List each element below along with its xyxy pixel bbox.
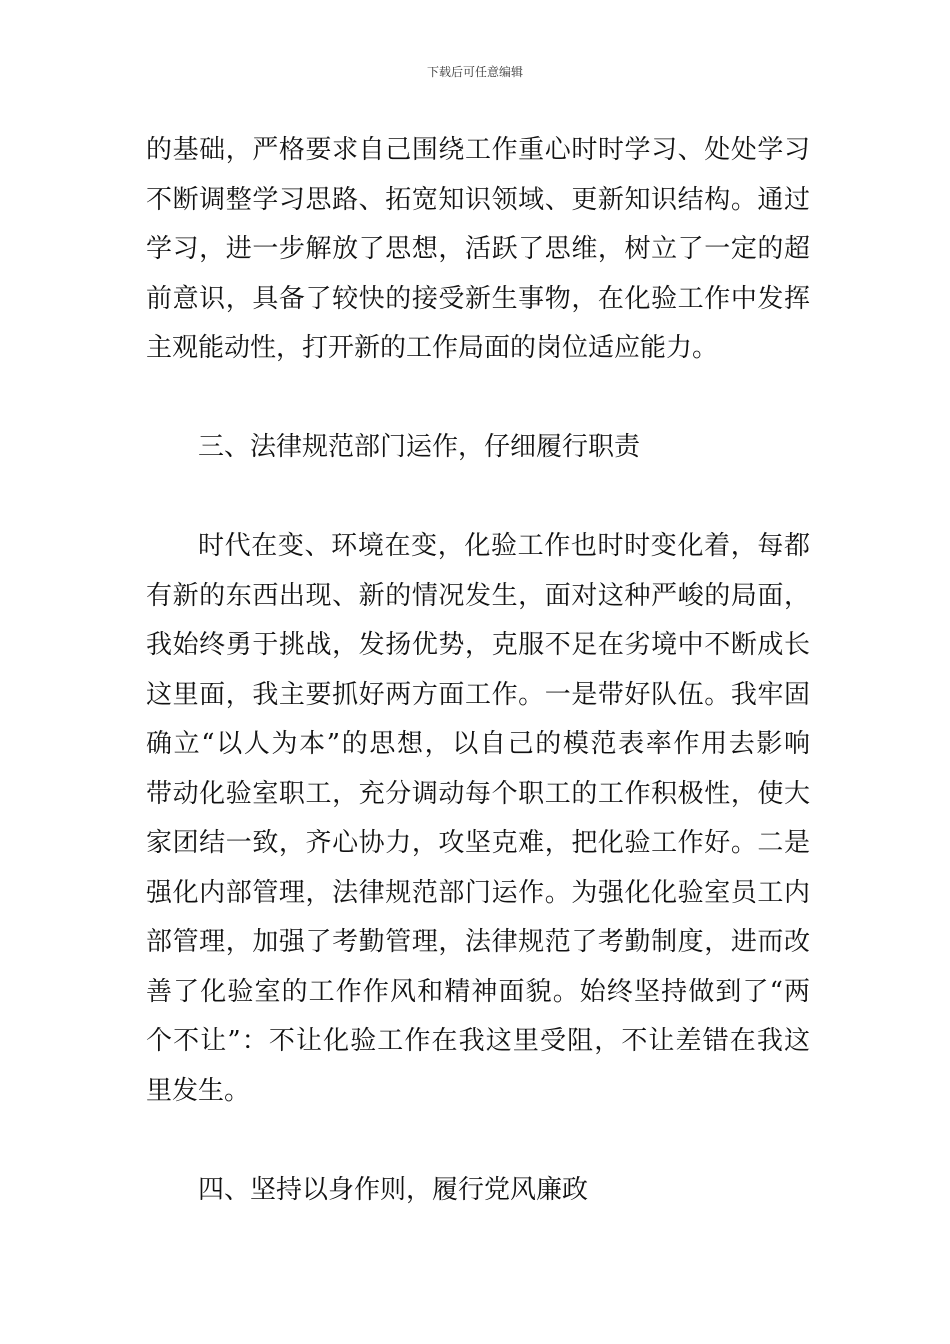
section-heading: 四、坚持以身作则，履行党风廉政: [198, 1174, 589, 1205]
page-header: 下载后可任意编辑: [426, 65, 523, 79]
text-line: 有新的东西出现、新的情况发生，面对这种严峻的局面，: [146, 580, 810, 611]
text-line: 善了化验室的工作作风和精神面貌。始终坚持做到了“两: [146, 976, 810, 1007]
paragraph-gap: [146, 374, 810, 424]
text-line: 我始终勇于挑战，发扬优势，克服不足在劣境中不断成长: [146, 630, 810, 660]
paragraph: [146, 522, 810, 1116]
section-heading: 三、法律规范部门运作，仔细履行职责: [198, 432, 641, 462]
text-line: 家团结一致，齐心协力，攻坚克难，把化验工作好。二是: [146, 828, 810, 858]
text-line: 主观能动性，打开新的工作局面的岗位适应能力。: [146, 333, 719, 363]
text-line: 学习，进一步解放了思想，活跃了思维，树立了一定的超: [146, 234, 810, 264]
paragraph-gap: [146, 1116, 810, 1166]
text-line: 强化内部管理，法律规范部门运作。为强化化验室员工内: [146, 877, 810, 908]
paragraph: [146, 126, 810, 374]
document-body: [146, 126, 810, 1215]
text-line: 的基础，严格要求自己围绕工作重心时时学习、处处学习: [146, 135, 810, 165]
text-line: 个不让”：不让化验工作在我这里受阻，不让差错在我这: [146, 1026, 810, 1056]
text-line: 不断调整学习思路、拓宽知识领域、更新知识结构。通过: [146, 184, 810, 215]
paragraph-gap: [146, 473, 810, 523]
text-line: 这里面，我主要抓好两方面工作。一是带好队伍。我牢固: [146, 679, 810, 710]
text-line: 部管理，加强了考勤管理，法律规范了考勤制度，进而改: [146, 927, 810, 957]
text-line: 里发生。: [146, 1075, 251, 1106]
text-line: 确立“以人为本”的思想，以自己的模范表率作用去影响: [146, 729, 810, 759]
text-line: 带动化验室职工，充分调动每个职工的工作积极性，使大: [146, 778, 810, 809]
text-line: 时代在变、环境在变，化验工作也时时变化着，每都: [198, 531, 810, 561]
text-line: 前意识，具备了较快的接受新生事物，在化验工作中发挥: [146, 283, 810, 314]
